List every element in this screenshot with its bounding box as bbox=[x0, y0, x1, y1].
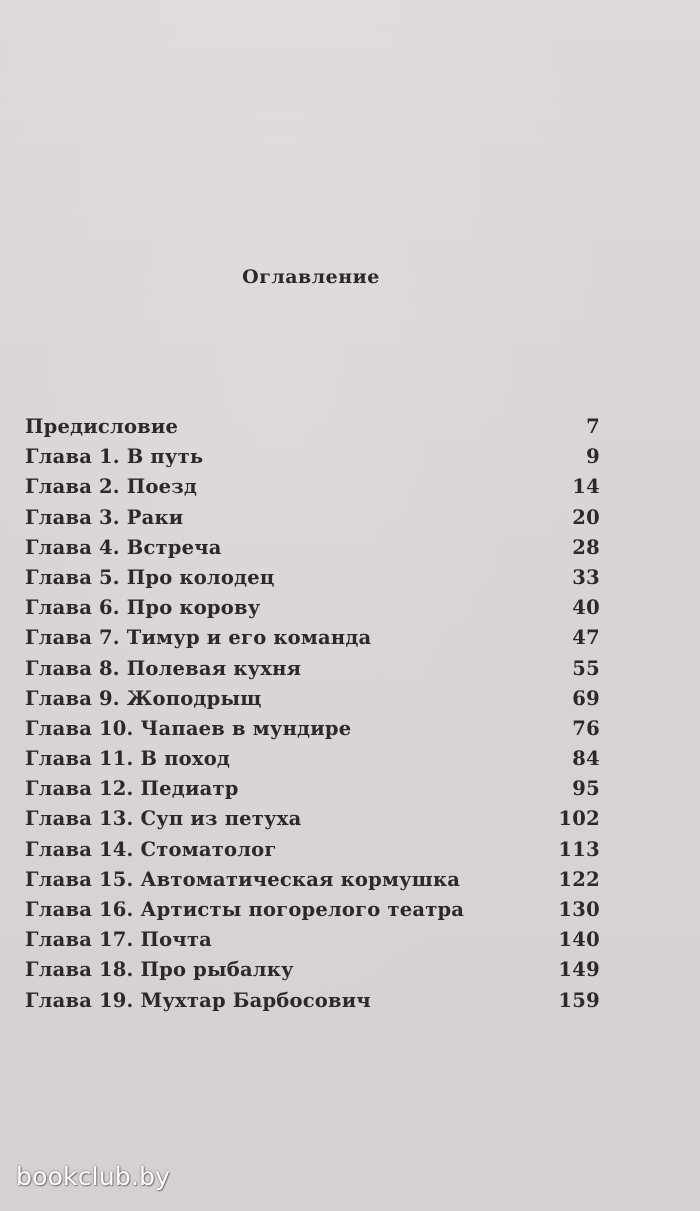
toc-entry-page: 113 bbox=[558, 837, 600, 861]
toc-entry-label: Глава 4. Встреча bbox=[25, 535, 222, 559]
toc-entry-label: Предисловие bbox=[25, 415, 179, 438]
toc-entry-label: Глава 14. Стоматолог bbox=[25, 837, 277, 861]
toc-entry-label: Глава 19. Мухтар Барбосович bbox=[25, 988, 371, 1012]
toc-entry-page: 149 bbox=[558, 958, 600, 982]
toc-entry bbox=[25, 563, 600, 593]
toc-entry-page: 122 bbox=[558, 867, 600, 891]
toc-entry-page: 84 bbox=[572, 747, 600, 771]
toc-entry-page: 76 bbox=[572, 716, 600, 740]
toc-entry-label: Глава 3. Раки bbox=[25, 505, 184, 529]
watermark-logo: bookclub.by bbox=[16, 1162, 171, 1191]
toc-entry-page: 159 bbox=[558, 988, 600, 1012]
toc-entry bbox=[25, 986, 600, 1016]
toc-entry bbox=[25, 503, 600, 533]
toc-entry bbox=[25, 684, 600, 714]
toc-entry-label: Глава 11. В поход bbox=[25, 747, 231, 771]
toc-entry-page: 9 bbox=[586, 445, 600, 469]
toc-entry bbox=[25, 593, 600, 623]
toc-entry-label: Глава 7. Тимур и его команда bbox=[25, 626, 372, 650]
toc-entry bbox=[25, 654, 600, 684]
toc-entry bbox=[25, 442, 600, 472]
toc-entry-label: Глава 2. Поезд bbox=[25, 475, 198, 499]
toc-entry-page: 14 bbox=[572, 475, 600, 499]
toc-list bbox=[25, 412, 600, 1016]
toc-entry-page: 102 bbox=[558, 807, 600, 831]
toc-entry-label: Глава 15. Автоматическая кормушка bbox=[25, 867, 461, 891]
toc-entry-page: 130 bbox=[558, 898, 600, 921]
toc-entry bbox=[25, 925, 600, 955]
toc-entry-page: 28 bbox=[572, 535, 600, 559]
toc-entry bbox=[25, 865, 600, 895]
toc-title: Оглавление bbox=[242, 266, 380, 288]
toc-entry bbox=[25, 955, 600, 985]
toc-entry-label: Глава 16. Артисты погорелого театра bbox=[25, 898, 465, 921]
toc-entry-label: Глава 18. Про рыбалку bbox=[25, 958, 294, 982]
toc-entry-label: Глава 12. Педиатр bbox=[25, 777, 239, 801]
toc-entry-page: 33 bbox=[572, 565, 600, 589]
toc-entry-label: Глава 10. Чапаев в мундире bbox=[25, 716, 352, 740]
toc-entry-label: Глава 9. Жоподрыщ bbox=[25, 686, 262, 710]
toc-entry-label: Глава 13. Суп из петуха bbox=[25, 807, 302, 831]
toc-entry bbox=[25, 623, 600, 653]
toc-entry-page: 20 bbox=[572, 505, 600, 529]
toc-entry-label: Глава 5. Про колодец bbox=[25, 565, 275, 589]
toc-entry bbox=[25, 774, 600, 804]
toc-entry-page: 95 bbox=[572, 777, 600, 801]
toc-entry-page: 40 bbox=[572, 596, 600, 620]
toc-entry-page: 7 bbox=[586, 415, 600, 438]
toc-entry-page: 55 bbox=[572, 656, 600, 680]
toc-entry bbox=[25, 533, 600, 563]
toc-entry-page: 47 bbox=[572, 626, 600, 650]
toc-entry bbox=[25, 472, 600, 502]
toc-entry-page: 140 bbox=[558, 928, 600, 952]
toc-entry bbox=[25, 714, 600, 744]
toc-entry bbox=[25, 835, 600, 865]
toc-entry-page: 69 bbox=[572, 686, 600, 710]
toc-entry bbox=[25, 895, 600, 925]
toc-entry bbox=[25, 804, 600, 834]
toc-entry-label: Глава 8. Полевая кухня bbox=[25, 656, 302, 680]
toc-entry-label: Глава 1. В путь bbox=[25, 445, 204, 469]
toc-entry bbox=[25, 412, 600, 442]
toc-entry-label: Глава 17. Почта bbox=[25, 928, 212, 952]
toc-entry bbox=[25, 744, 600, 774]
toc-entry-label: Глава 6. Про корову bbox=[25, 596, 261, 620]
